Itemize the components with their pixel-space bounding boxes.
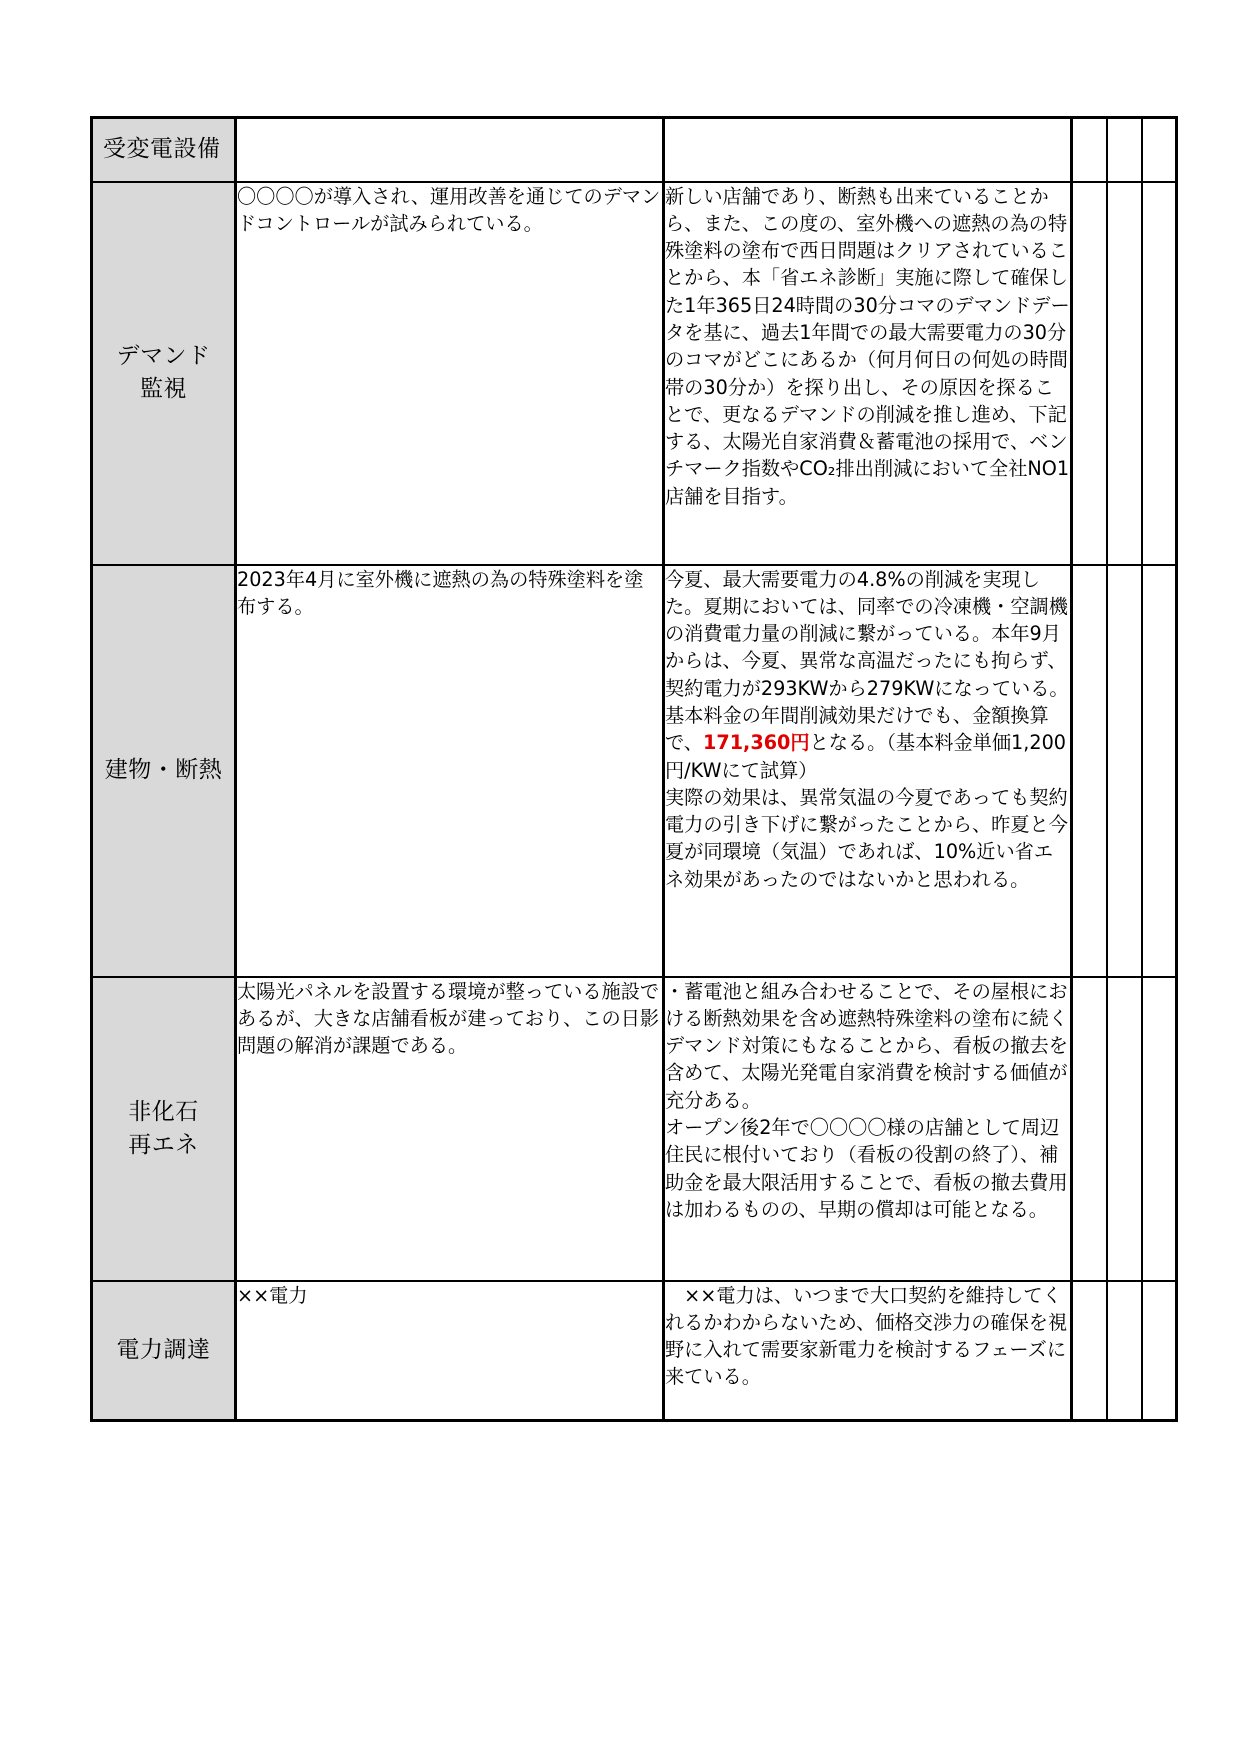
check-cell [1142,1281,1177,1421]
status-cell [236,118,664,182]
check-cell [1107,118,1142,182]
category-label: デマンド [116,343,211,369]
proposal-cell [664,565,1072,977]
table-row-building-insulation [92,565,1177,977]
status-text: 2023年4月に室外機に遮熱の為の特殊塗料を塗布する。 [237,567,644,618]
check-cell [1107,977,1142,1281]
status-cell [236,182,664,565]
check-cell [1142,182,1177,565]
check-cell [1072,118,1107,182]
check-cell [1072,977,1107,1281]
table-row-substation [92,118,1177,182]
check-cell [1107,182,1142,565]
check-cell [1142,118,1177,182]
energy-assessment-table [90,116,1178,1422]
check-cell [1072,1281,1107,1421]
savings-amount-highlight: 171,360円 [703,731,810,755]
proposal-text: ・蓄電池と組み合わせることで、その屋根における断熱効果を含め遮熱特殊塗料の塗布に続くデマンド対策にもなることから、看板の撤去を含めて、太陽光発電自家消費を検討する価値が充分ある。 オープン後2年で〇〇〇〇様の店舗として周辺住民に根付いており（看板の役割の終了）、補助金を最大限活用することで、看板の撤去費用は加わるものの、早期の償却は可能となる。 [665,979,1068,1221]
category-cell [92,977,236,1281]
category-cell [92,1281,236,1421]
check-cell [1142,565,1177,977]
proposal-text-part: 今夏、最大需要電力の4.8%の削減を実現した。夏期においては、同率での冷凍機・空調機の消費電力量の削減に繋がっている。本年9月からは、今夏、異常な高温だったにも拘らず、契約電力が293KWから279KWになっている。 基本料金の年間削減効果だけでも、金額換算で、 [665,567,1069,755]
table-row-renewable-energy [92,977,1177,1281]
category-label: 非化石 [128,1098,199,1125]
proposal-cell [664,118,1072,182]
status-cell [236,565,664,977]
proposal-cell [664,977,1072,1281]
status-text: ××電力 [237,1283,308,1307]
status-cell [236,977,664,1281]
check-cell [1142,977,1177,1281]
category-cell [92,565,236,977]
category-cell [92,182,236,565]
category-label: 監視 [140,376,187,402]
proposal-cell [664,1281,1072,1421]
status-text: 太陽光パネルを設置する環境が整っている施設であるが、大きな店舗看板が建っており、この日影問題の解消が課題である。 [237,979,660,1058]
check-cell [1072,182,1107,565]
category-cell [92,118,236,182]
proposal-text-part: となる。（基本料金単価1,200円/KWにて試算） 実際の効果は、異常気温の今夏であっても契約電力の引き下げに繋がったことから、昨夏と今夏が同環境（気温）であれば、10%近い省エネ効果があったのではないかと思われる。 [665,731,1068,891]
status-text: 〇〇〇〇が導入され、運用改善を通じてのデマンドコントロールが試みられている。 [237,184,661,235]
category-label: 電力調達 [116,1336,211,1363]
table-row-demand-monitoring [92,182,1177,565]
check-cell [1107,565,1142,977]
check-cell [1107,1281,1142,1421]
proposal-cell [664,182,1072,565]
table-row-power-procurement [92,1281,1177,1421]
proposal-text: 新しい店舗であり、断熱も出来ていることから、また、この度の、室外機への遮熱の為の特殊塗料の塗布で西日問題はクリアされていることから、本「省エネ診断」実施に際して確保した1年365日24時間の30分コマのデマンドデータを基に、過去1年間での最大需要電力の30分のコマがどこにあるか（何月何日の何処の時間帯の30分か）を探り出し、その原因を探ることで、更なるデマンドの削減を推し進め、下記する、太陽光自家消費＆蓄電池の採用で、ベンチマーク指数やCO₂排出削減において全社NO1店舗を目指す。 [665,184,1070,508]
category-label: 再エネ [128,1131,199,1158]
category-label: 建物・断熱 [104,757,223,783]
status-cell [236,1281,664,1421]
proposal-text [665,566,1070,894]
category-label: 受変電設備 [103,136,221,163]
check-cell [1072,565,1107,977]
proposal-text: ××電力は、いつまで大口契約を維持してくれるかわからないため、価格交渉力の確保を視野に入れて需要家新電力を検討するフェーズに来ている。 [665,1283,1068,1389]
